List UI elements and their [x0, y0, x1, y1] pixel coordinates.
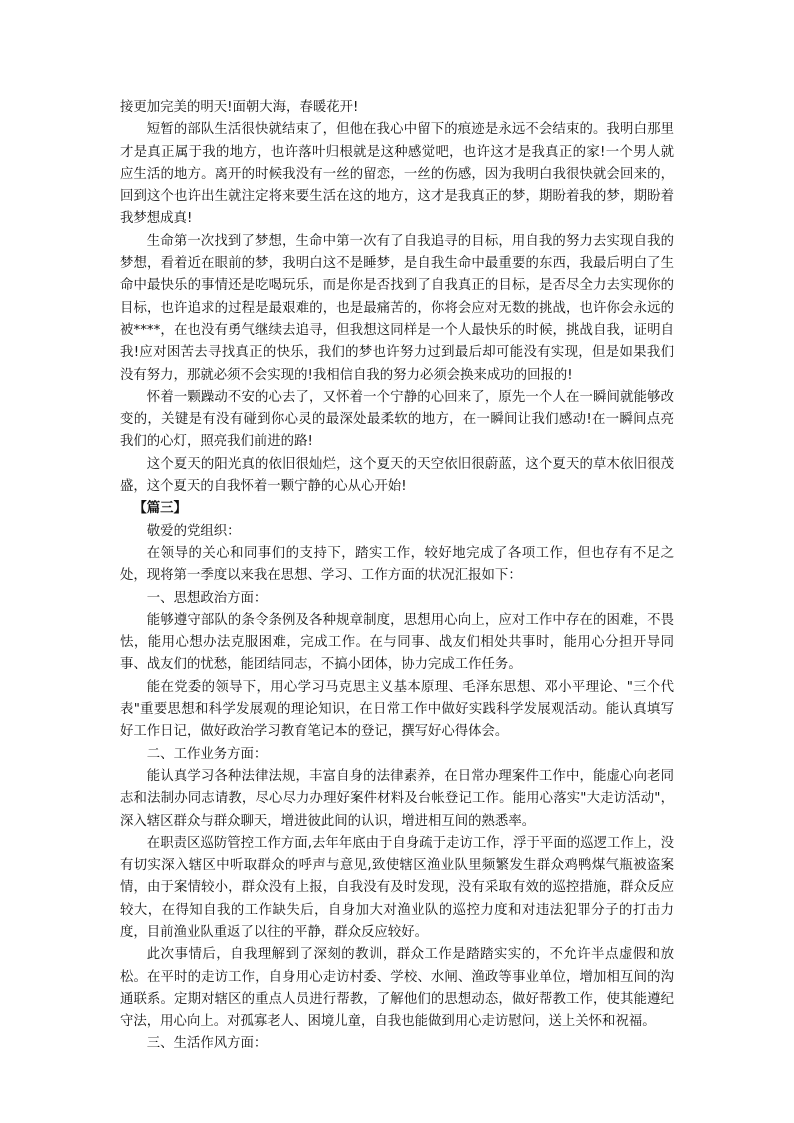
section-heading: 一、思想政治方面： [146, 590, 268, 606]
paragraph: 能在党委的领导下，用心学习马克思主义基本原理、毛泽东思想、邓小平理论、"三个代表"重要思想和科学发展观的理论知识，在日常工作中做好实践科学发展观活动。能认真填写好工作日记，做好政治学习教育笔记本的登记，撰写好心得体会。 [120, 679, 674, 740]
paragraph: 能认真学习各种法律法规，丰富自身的法律素养，在日常办理案件工作中，能虚心向老同志和法制办同志请教，尽心尽力办理好案件材料及台帐登记工作。能用心落实"大走访活动"，深入辖区群众与群众聊天，增进彼此间的认识，增进相互间的熟悉率。 [120, 768, 674, 829]
document-page [120, 97, 674, 1056]
paragraph: 接更加完美的明天!面朝大海，春暖花开! [120, 100, 359, 115]
section-heading: 二、工作业务方面： [146, 746, 268, 762]
paragraph: 生命第一次找到了梦想，生命中第一次有了自我追寻的目标，用自我的努力去实现自我的梦想，看着近在眼前的梦，我明白这不是睡梦，是自我生命中最重要的东西，我最后明白了生命中最快乐的事情还是吃喝玩乐，而是你是否找到了自我真正的目标，是否尽全力去实现你的目标，也许追求的过程是最艰难的，也是最痛苦的，你将会应对无数的挑战，也许你会永远的被****，在也没有勇气继续去追寻，但我想这同样是一个人最快乐的时候，挑战自我，证明自我!应对困苦去寻找真正的快乐，我们的梦也许努力过到最后却可能没有实现，但是如果我们没有努力，那就必须不会实现的!我相信自我的努力必须会换来成功的回报的! [120, 233, 674, 383]
paragraph: 怀着一颗躁动不安的心去了，又怀着一个宁静的心回来了，原先一个人在一瞬间就能够改变的，关键是有没有碰到你心灵的最深处最柔软的地方，在一瞬间让我们感动!在一瞬间点亮我们的心灯，照亮我们前进的路! [120, 389, 674, 450]
paragraph: 在领导的关心和同事们的支持下，踏实工作，较好地完成了各项工作，但也存有不足之处，现将第一季度以来我在思想、学习、工作方面的状况汇报如下： [120, 545, 674, 584]
paragraph: 在职责区巡防管控工作方面,去年年底由于自身疏于走访工作，浮于平面的巡逻工作上，没有切实深入辖区中听取群众的呼声与意见,致使辖区渔业队里频繁发生群众鸡鸭煤气瓶被盗案情，由于案情较小，群众没有上报，自我没有及时发现，没有采取有效的巡控措施，群众反应较大，在得知自我的工作缺失后，自身加大对渔业队的巡控力度和对违法犯罪分子的打击力度，目前渔业队重返了以往的平静，群众反应较好。 [120, 835, 674, 940]
paragraph: 这个夏天的阳光真的依旧很灿烂，这个夏天的天空依旧很蔚蓝，这个夏天的草木依旧很茂盛，这个夏天的自我怀着一颗宁静的心从心开始! [120, 456, 674, 495]
paragraph: 此次事情后，自我理解到了深刻的教训，群众工作是踏踏实实的，不允许半点虚假和放松。在平时的走访工作，自身用心走访村委、学校、水闸、渔政等事业单位，增加相互间的沟通联系。定期对辖区的重点人员进行帮教，了解他们的思想动态，做好帮教工作，使其能遵纪守法，用心向上。对孤寡老人、困境儿童，自我也能做到用心走访慰问，送上关怀和祝福。 [120, 947, 674, 1030]
paragraph: 能够遵守部队的条令条例及各种规章制度，思想用心向上，应对工作中存在的困难，不畏怯，能用心想办法克服困难，完成工作。在与同事、战友们相处共事时，能用心分担开导同事、战友们的忧愁，能团结同志，不搞小团体，协力完成工作任务。 [120, 612, 674, 673]
section-heading: 三、生活作风方面： [146, 1036, 268, 1052]
paragraph: 短暂的部队生活很快就结束了，但他在我心中留下的痕迹是永远不会结束的。我明白那里才是真正属于我的地方，也许落叶归根就是这种感觉吧，也许这才是我真正的家!一个男人就应生活的地方。离开的时候我没有一丝的留恋，一丝的伤感，因为我明白我很快就会回来的，回到这个也许出生就注定将来要生活在这的地方，这才是我真正的梦，期盼着我的梦，期盼着我梦想成真! [120, 122, 674, 227]
section-title: 【篇三】 [133, 501, 187, 517]
salutation: 敬爱的党组织： [146, 523, 241, 539]
